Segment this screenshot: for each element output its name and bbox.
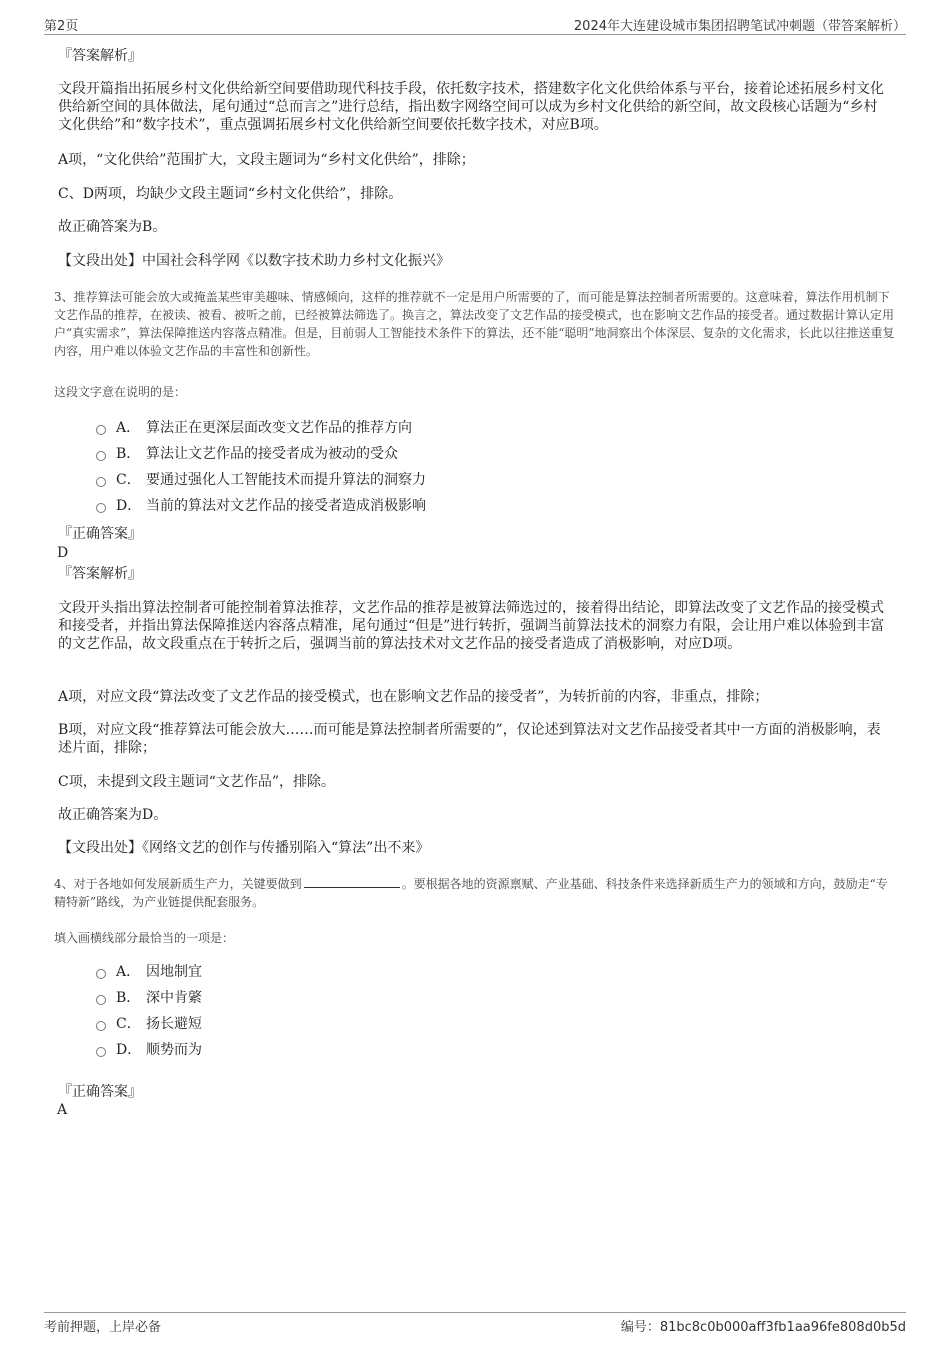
option-text: 算法正在更深层面改变文艺作品的推荐方向 <box>146 420 412 436</box>
q2-analysis-paragraph-1: 文段开篇指出拓展乡村文化供给新空间要借助现代科技手段，依托数字技术，搭建数字化文化供给体系与平台，接着论述拓展乡村文化供给新空间的具体做法，尾句通过“总而言之”进行总结，指出数字网络空间可以成为乡村文化供给的新空间，故文段核心话题为“乡村文化供给”和“数字技术”，重点强调拓展乡村文化供给新空间要依托数字技术，对应B项。 <box>58 81 884 133</box>
q2-source: 【文段出处】中国社会科学网《以数字技术助力乡村文化振兴》 <box>58 253 450 269</box>
option-letter: B． <box>116 990 141 1006</box>
radio-icon[interactable] <box>96 503 106 513</box>
q3-prompt: 这段文字意在说明的是： <box>54 385 187 399</box>
q2-analysis-paragraph-3: C、D两项，均缺少文段主题词“乡村文化供给”，排除。 <box>58 186 403 202</box>
radio-icon[interactable] <box>96 969 106 979</box>
fill-in-blank <box>304 875 400 888</box>
footer-code: 编号：81bc8c0b000aff3fb1aa96fe808d0b5d <box>620 1320 906 1335</box>
q3-analysis-paragraph-1: 文段开头指出算法控制者可能控制着算法推荐，文艺作品的推荐是被算法筛选过的，接着得出结论，即算法改变了文艺作品的接受模式和接受者，并指出算法保障推送内容落点精准，尾句通过“但是”进行转折，强调当前算法技术的洞察力有限，会让用户难以体验到丰富的文艺作品，故文段重点在于转折之后，强调当前的算法技术对文艺作品的接受者造成了消极影响，对应D项。 <box>58 600 885 652</box>
option-letter: A． <box>116 964 141 980</box>
q2-analysis-heading: 『答案解析』 <box>58 48 142 64</box>
q4-stem-after: 。要根据各地的资源禀赋、产业基础、科技条件来选择新质生产力的领域和方向，鼓励走“专精特新”路线，为产业链提供配套服务。 <box>54 877 888 909</box>
q4-stem <box>54 875 896 911</box>
option-letter: C． <box>116 472 141 488</box>
option-text: 顺势而为 <box>146 1042 202 1058</box>
footer-slogan: 考前押题，上岸必备 <box>44 1320 162 1335</box>
option-text: 要通过强化人工智能技术而提升算法的洞察力 <box>146 472 426 488</box>
q3-analysis-paragraph-3: B项，对应文段“推荐算法可能会放大……而可能是算法控制者所需要的”，仅论述到算法对文艺作品接受者其中一方面的消极影响，表述片面，排除； <box>58 722 881 756</box>
q3-option-c[interactable] <box>96 471 426 489</box>
q4-prompt: 填入画横线部分最恰当的一项是： <box>54 931 235 945</box>
radio-icon[interactable] <box>96 477 106 487</box>
option-text: 扬长避短 <box>146 1016 202 1032</box>
document-title: 2024年大连建设城市集团招聘笔试冲刺题（带答案解析） <box>573 19 906 34</box>
q3-analysis-paragraph-5: 故正确答案为D。 <box>58 807 168 823</box>
q3-analysis-paragraph-2: A项，对应文段“算法改变了文艺作品的接受模式，也在影响文艺作品的接受者”，为转折前的内容，非重点，排除； <box>58 689 769 705</box>
page-header <box>44 14 906 35</box>
radio-icon[interactable] <box>96 425 106 435</box>
option-letter: D． <box>116 498 142 514</box>
q3-answer-heading: 『正确答案』 <box>58 526 142 542</box>
radio-icon[interactable] <box>96 995 106 1005</box>
option-letter: C． <box>116 1016 141 1032</box>
q2-analysis-paragraph-4: 故正确答案为B。 <box>58 219 167 235</box>
q4-option-a[interactable] <box>96 963 202 981</box>
radio-icon[interactable] <box>96 451 106 461</box>
q4-stem-before: 4、对于各地如何发展新质生产力，关键要做到 <box>54 877 302 891</box>
q4-option-d[interactable] <box>96 1041 202 1059</box>
q3-analysis-paragraph-4: C项，未提到文段主题词“文艺作品”，排除。 <box>58 774 336 790</box>
radio-icon[interactable] <box>96 1021 106 1031</box>
option-letter: B． <box>116 446 141 462</box>
q3-option-a[interactable] <box>96 419 412 437</box>
q3-stem: 3、推荐算法可能会放大或掩盖某些审美趣味、情感倾向，这样的推荐就不一定是用户所需要的了，而可能是算法控制者所需要的。这意味着，算法作用机制下文艺作品的推荐，在被读、被看、被听之前，已经被算法筛选了。换言之，算法改变了文艺作品的接受模式，也在影响文艺作品的接受者。通过数据计算认定用户“真实需求”，算法保障推送内容落点精准。但是，目前弱人工智能技术条件下的算法，还不能“聪明”地洞察出个体深层、复杂的文化需求，长此以往推送重复内容，用户难以体验文艺作品的丰富性和创新性。 <box>54 290 895 358</box>
q3-answer: D <box>57 545 69 561</box>
q2-analysis-paragraph-2: A项，“文化供给”范围扩大，文段主题词为“乡村文化供给”，排除； <box>58 152 475 168</box>
page-number: 第2页 <box>44 19 79 34</box>
option-letter: A． <box>116 420 141 436</box>
q3-source: 【文段出处】《网络文艺的创作与传播别陷入“算法”出不来》 <box>58 840 430 856</box>
radio-icon[interactable] <box>96 1047 106 1057</box>
option-text: 深中肯綮 <box>146 990 202 1006</box>
q4-answer-heading: 『正确答案』 <box>58 1084 142 1100</box>
option-text: 当前的算法对文艺作品的接受者造成消极影响 <box>146 498 426 514</box>
q4-option-b[interactable] <box>96 989 202 1007</box>
q4-option-c[interactable] <box>96 1015 202 1033</box>
q3-option-d[interactable] <box>96 497 426 515</box>
option-text: 算法让文艺作品的接受者成为被动的受众 <box>146 446 398 462</box>
option-letter: D． <box>116 1042 142 1058</box>
q4-answer: A <box>57 1102 68 1118</box>
page-footer <box>44 1312 906 1335</box>
q3-analysis-heading: 『答案解析』 <box>58 566 142 582</box>
option-text: 因地制宜 <box>146 964 202 980</box>
q3-option-b[interactable] <box>96 445 398 463</box>
